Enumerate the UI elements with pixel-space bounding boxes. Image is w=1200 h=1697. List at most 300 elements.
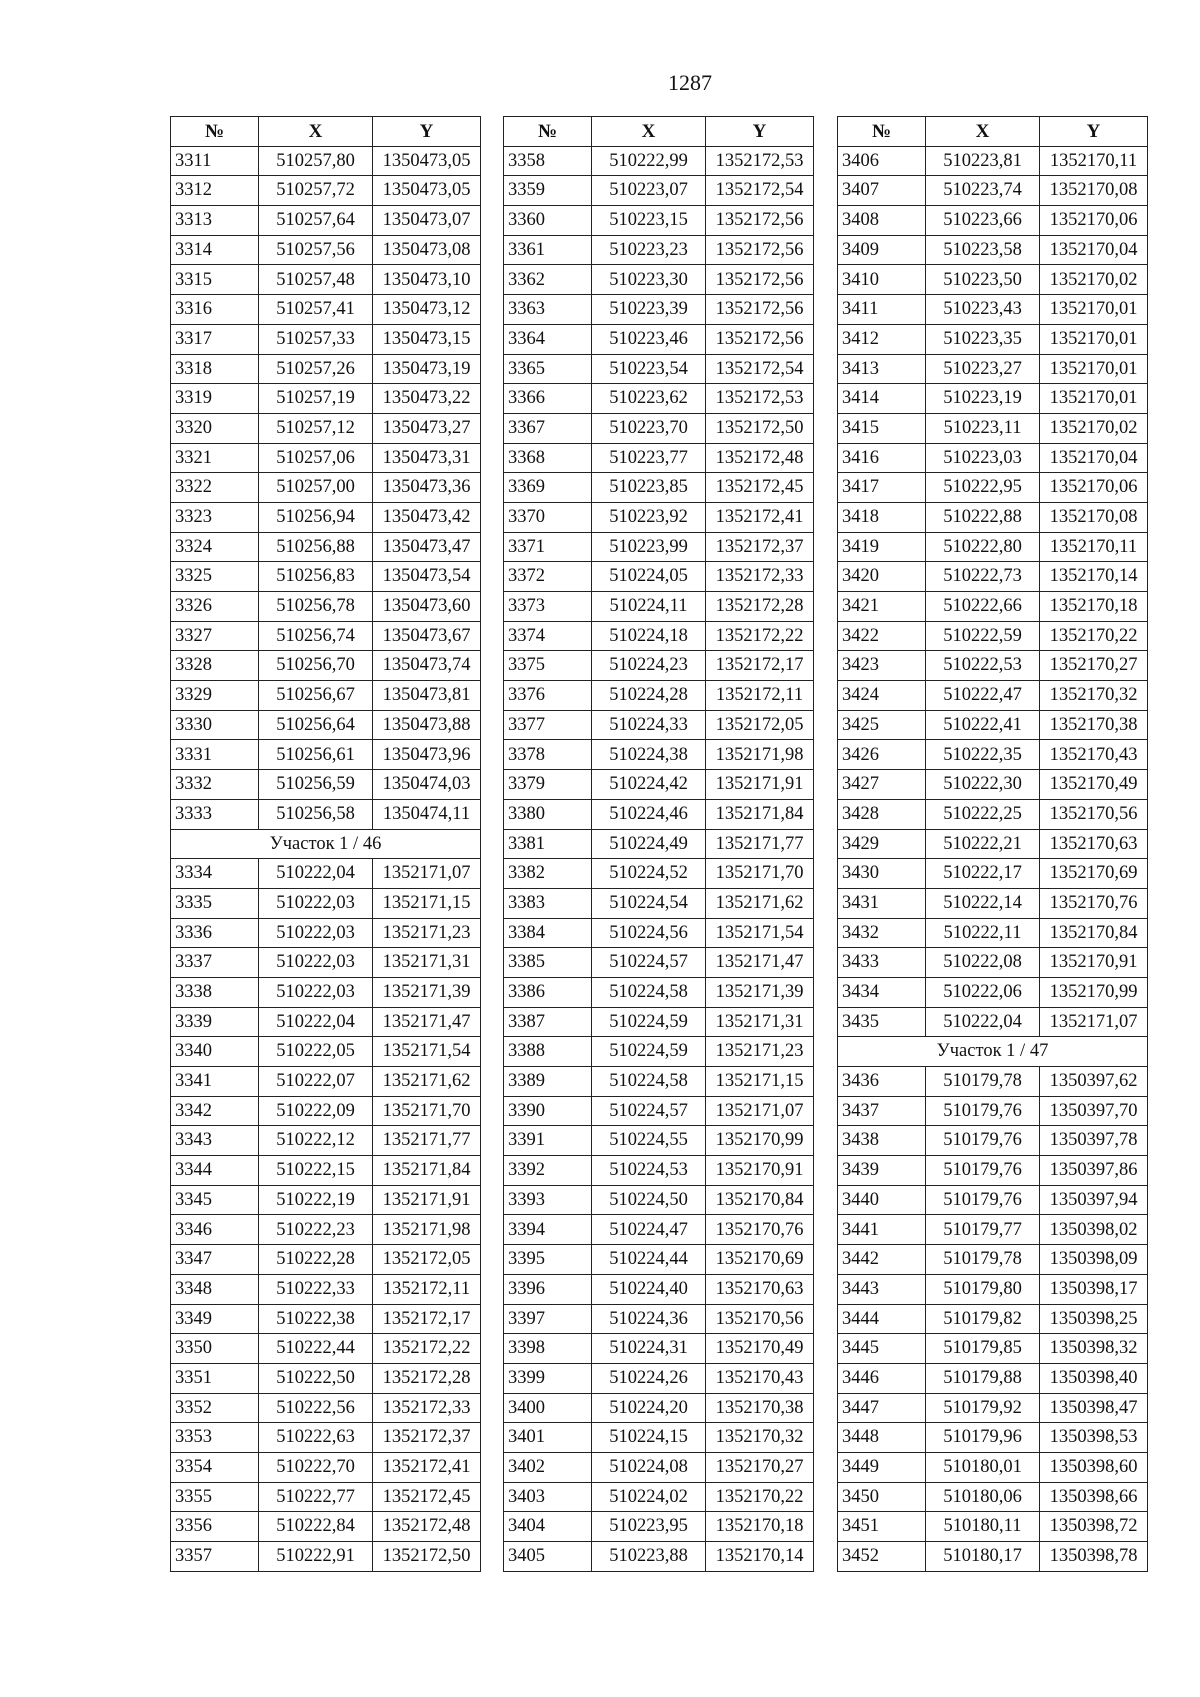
header-num: № bbox=[838, 117, 926, 147]
y-coordinate-cell: 1352172,11 bbox=[373, 1274, 481, 1304]
point-number-cell: 3402 bbox=[504, 1452, 592, 1482]
point-number-cell: 3379 bbox=[504, 770, 592, 800]
y-coordinate-cell: 1352172,28 bbox=[373, 1363, 481, 1393]
x-coordinate-cell: 510256,88 bbox=[259, 532, 373, 562]
table-body bbox=[838, 146, 1148, 1571]
table-row bbox=[838, 473, 1148, 503]
table-row bbox=[504, 888, 814, 918]
point-number-cell: 3422 bbox=[838, 621, 926, 651]
point-number-cell: 3332 bbox=[171, 770, 259, 800]
y-coordinate-cell: 1352171,77 bbox=[706, 829, 814, 859]
x-coordinate-cell: 510223,77 bbox=[592, 443, 706, 473]
table-row bbox=[504, 1482, 814, 1512]
table-row bbox=[171, 1423, 481, 1453]
table-row bbox=[504, 1185, 814, 1215]
y-coordinate-cell: 1352171,54 bbox=[706, 918, 814, 948]
point-number-cell: 3320 bbox=[171, 413, 259, 443]
x-coordinate-cell: 510223,11 bbox=[926, 413, 1040, 443]
point-number-cell: 3399 bbox=[504, 1363, 592, 1393]
point-number-cell: 3387 bbox=[504, 1007, 592, 1037]
x-coordinate-cell: 510223,15 bbox=[592, 206, 706, 236]
x-coordinate-cell: 510256,94 bbox=[259, 502, 373, 532]
point-number-cell: 3322 bbox=[171, 473, 259, 503]
y-coordinate-cell: 1352170,27 bbox=[706, 1452, 814, 1482]
x-coordinate-cell: 510222,77 bbox=[259, 1482, 373, 1512]
y-coordinate-cell: 1350473,74 bbox=[373, 651, 481, 681]
x-coordinate-cell: 510179,78 bbox=[926, 1245, 1040, 1275]
point-number-cell: 3312 bbox=[171, 176, 259, 206]
table-row bbox=[171, 1452, 481, 1482]
x-coordinate-cell: 510223,99 bbox=[592, 532, 706, 562]
point-number-cell: 3440 bbox=[838, 1185, 926, 1215]
point-number-cell: 3405 bbox=[504, 1542, 592, 1572]
x-coordinate-cell: 510224,23 bbox=[592, 651, 706, 681]
y-coordinate-cell: 1350473,19 bbox=[373, 354, 481, 384]
y-coordinate-cell: 1352171,07 bbox=[1040, 1007, 1148, 1037]
y-coordinate-cell: 1352170,04 bbox=[1040, 235, 1148, 265]
table-row bbox=[171, 384, 481, 414]
point-number-cell: 3382 bbox=[504, 859, 592, 889]
table-row bbox=[838, 740, 1148, 770]
point-number-cell: 3311 bbox=[171, 146, 259, 176]
point-number-cell: 3397 bbox=[504, 1304, 592, 1334]
table-row bbox=[504, 1363, 814, 1393]
table-row bbox=[838, 1393, 1148, 1423]
x-coordinate-cell: 510179,96 bbox=[926, 1423, 1040, 1453]
table-row bbox=[838, 413, 1148, 443]
point-number-cell: 3346 bbox=[171, 1215, 259, 1245]
x-coordinate-cell: 510223,30 bbox=[592, 265, 706, 295]
x-coordinate-cell: 510222,11 bbox=[926, 918, 1040, 948]
x-coordinate-cell: 510256,67 bbox=[259, 681, 373, 711]
table-row bbox=[504, 562, 814, 592]
y-coordinate-cell: 1352172,56 bbox=[706, 206, 814, 236]
table-row bbox=[504, 384, 814, 414]
y-coordinate-cell: 1352172,33 bbox=[706, 562, 814, 592]
y-coordinate-cell: 1352172,54 bbox=[706, 354, 814, 384]
point-number-cell: 3389 bbox=[504, 1067, 592, 1097]
point-number-cell: 3409 bbox=[838, 235, 926, 265]
table-row bbox=[171, 1067, 481, 1097]
y-coordinate-cell: 1350473,10 bbox=[373, 265, 481, 295]
table-row bbox=[504, 977, 814, 1007]
y-coordinate-cell: 1350473,42 bbox=[373, 502, 481, 532]
point-number-cell: 3439 bbox=[838, 1156, 926, 1186]
table-row bbox=[504, 1334, 814, 1364]
x-coordinate-cell: 510222,21 bbox=[926, 829, 1040, 859]
point-number-cell: 3336 bbox=[171, 918, 259, 948]
x-coordinate-cell: 510223,88 bbox=[592, 1542, 706, 1572]
point-number-cell: 3388 bbox=[504, 1037, 592, 1067]
point-number-cell: 3351 bbox=[171, 1363, 259, 1393]
x-coordinate-cell: 510224,57 bbox=[592, 1096, 706, 1126]
page-number: 1287 bbox=[668, 70, 712, 95]
y-coordinate-cell: 1350473,22 bbox=[373, 384, 481, 414]
x-coordinate-cell: 510222,12 bbox=[259, 1126, 373, 1156]
y-coordinate-cell: 1352171,62 bbox=[373, 1067, 481, 1097]
point-number-cell: 3325 bbox=[171, 562, 259, 592]
x-coordinate-cell: 510257,72 bbox=[259, 176, 373, 206]
table-row bbox=[171, 888, 481, 918]
table-row bbox=[838, 1304, 1148, 1334]
y-coordinate-cell: 1352171,98 bbox=[706, 740, 814, 770]
point-number-cell: 3344 bbox=[171, 1156, 259, 1186]
y-coordinate-cell: 1352171,54 bbox=[373, 1037, 481, 1067]
x-coordinate-cell: 510179,76 bbox=[926, 1126, 1040, 1156]
x-coordinate-cell: 510222,17 bbox=[926, 859, 1040, 889]
table-row bbox=[171, 1156, 481, 1186]
table-row bbox=[838, 829, 1148, 859]
point-number-cell: 3395 bbox=[504, 1245, 592, 1275]
y-coordinate-cell: 1352170,22 bbox=[706, 1482, 814, 1512]
table-row bbox=[504, 443, 814, 473]
y-coordinate-cell: 1352172,48 bbox=[706, 443, 814, 473]
point-number-cell: 3377 bbox=[504, 710, 592, 740]
table-row bbox=[838, 1215, 1148, 1245]
y-coordinate-cell: 1352170,56 bbox=[1040, 799, 1148, 829]
point-number-cell: 3407 bbox=[838, 176, 926, 206]
y-coordinate-cell: 1352170,18 bbox=[1040, 592, 1148, 622]
y-coordinate-cell: 1352170,06 bbox=[1040, 473, 1148, 503]
y-coordinate-cell: 1350473,47 bbox=[373, 532, 481, 562]
y-coordinate-cell: 1352170,01 bbox=[1040, 354, 1148, 384]
point-number-cell: 3314 bbox=[171, 235, 259, 265]
table-row bbox=[171, 1215, 481, 1245]
x-coordinate-cell: 510223,54 bbox=[592, 354, 706, 384]
point-number-cell: 3347 bbox=[171, 1245, 259, 1275]
point-number-cell: 3376 bbox=[504, 681, 592, 711]
point-number-cell: 3429 bbox=[838, 829, 926, 859]
table-row bbox=[171, 295, 481, 325]
table-row bbox=[504, 1156, 814, 1186]
table-row bbox=[504, 1096, 814, 1126]
table-row bbox=[171, 770, 481, 800]
y-coordinate-cell: 1352171,70 bbox=[706, 859, 814, 889]
point-number-cell: 3338 bbox=[171, 977, 259, 1007]
table-row bbox=[171, 532, 481, 562]
x-coordinate-cell: 510222,30 bbox=[926, 770, 1040, 800]
point-number-cell: 3401 bbox=[504, 1423, 592, 1453]
point-number-cell: 3350 bbox=[171, 1334, 259, 1364]
point-number-cell: 3421 bbox=[838, 592, 926, 622]
x-coordinate-cell: 510224,33 bbox=[592, 710, 706, 740]
table-header-row bbox=[504, 117, 814, 147]
x-coordinate-cell: 510256,70 bbox=[259, 651, 373, 681]
table-row bbox=[504, 265, 814, 295]
table-row bbox=[171, 1007, 481, 1037]
y-coordinate-cell: 1352170,91 bbox=[1040, 948, 1148, 978]
x-coordinate-cell: 510224,26 bbox=[592, 1363, 706, 1393]
x-coordinate-cell: 510224,44 bbox=[592, 1245, 706, 1275]
table-row bbox=[504, 651, 814, 681]
x-coordinate-cell: 510222,80 bbox=[926, 532, 1040, 562]
x-coordinate-cell: 510222,99 bbox=[592, 146, 706, 176]
table-row bbox=[504, 1126, 814, 1156]
point-number-cell: 3414 bbox=[838, 384, 926, 414]
point-number-cell: 3430 bbox=[838, 859, 926, 889]
x-coordinate-cell: 510179,80 bbox=[926, 1274, 1040, 1304]
table-row bbox=[504, 1304, 814, 1334]
x-coordinate-cell: 510224,36 bbox=[592, 1304, 706, 1334]
table-row bbox=[838, 977, 1148, 1007]
point-number-cell: 3404 bbox=[504, 1512, 592, 1542]
x-coordinate-cell: 510223,74 bbox=[926, 176, 1040, 206]
table-row bbox=[171, 621, 481, 651]
y-coordinate-cell: 1350473,54 bbox=[373, 562, 481, 592]
table-row bbox=[838, 176, 1148, 206]
table-row bbox=[838, 1512, 1148, 1542]
x-coordinate-cell: 510222,03 bbox=[259, 948, 373, 978]
point-number-cell: 3418 bbox=[838, 502, 926, 532]
point-number-cell: 3391 bbox=[504, 1126, 592, 1156]
y-coordinate-cell: 1352172,17 bbox=[373, 1304, 481, 1334]
table-row bbox=[838, 1274, 1148, 1304]
x-coordinate-cell: 510257,26 bbox=[259, 354, 373, 384]
table-row bbox=[838, 770, 1148, 800]
point-number-cell: 3432 bbox=[838, 918, 926, 948]
y-coordinate-cell: 1352170,01 bbox=[1040, 324, 1148, 354]
table-row bbox=[171, 443, 481, 473]
x-coordinate-cell: 510224,57 bbox=[592, 948, 706, 978]
point-number-cell: 3323 bbox=[171, 502, 259, 532]
table-row bbox=[171, 1245, 481, 1275]
x-coordinate-cell: 510179,88 bbox=[926, 1363, 1040, 1393]
table-row bbox=[838, 443, 1148, 473]
table-row bbox=[504, 502, 814, 532]
point-number-cell: 3444 bbox=[838, 1304, 926, 1334]
y-coordinate-cell: 1352171,84 bbox=[373, 1156, 481, 1186]
y-coordinate-cell: 1350473,12 bbox=[373, 295, 481, 325]
y-coordinate-cell: 1352172,28 bbox=[706, 592, 814, 622]
point-number-cell: 3441 bbox=[838, 1215, 926, 1245]
table-row bbox=[171, 235, 481, 265]
table-row bbox=[171, 1393, 481, 1423]
x-coordinate-cell: 510222,88 bbox=[926, 502, 1040, 532]
table-row bbox=[838, 1542, 1148, 1572]
table-row bbox=[838, 710, 1148, 740]
x-coordinate-cell: 510224,15 bbox=[592, 1423, 706, 1453]
x-coordinate-cell: 510223,27 bbox=[926, 354, 1040, 384]
point-number-cell: 3334 bbox=[171, 859, 259, 889]
table-row bbox=[838, 621, 1148, 651]
point-number-cell: 3385 bbox=[504, 948, 592, 978]
point-number-cell: 3435 bbox=[838, 1007, 926, 1037]
point-number-cell: 3426 bbox=[838, 740, 926, 770]
x-coordinate-cell: 510224,20 bbox=[592, 1393, 706, 1423]
x-coordinate-cell: 510222,59 bbox=[926, 621, 1040, 651]
y-coordinate-cell: 1352172,33 bbox=[373, 1393, 481, 1423]
y-coordinate-cell: 1352172,11 bbox=[706, 681, 814, 711]
x-coordinate-cell: 510222,14 bbox=[926, 888, 1040, 918]
point-number-cell: 3437 bbox=[838, 1096, 926, 1126]
table-row bbox=[171, 918, 481, 948]
y-coordinate-cell: 1350397,62 bbox=[1040, 1067, 1148, 1097]
x-coordinate-cell: 510257,00 bbox=[259, 473, 373, 503]
table-row bbox=[838, 948, 1148, 978]
y-coordinate-cell: 1352171,47 bbox=[706, 948, 814, 978]
header-y: Y bbox=[1040, 117, 1148, 147]
point-number-cell: 3319 bbox=[171, 384, 259, 414]
y-coordinate-cell: 1350398,40 bbox=[1040, 1363, 1148, 1393]
point-number-cell: 3436 bbox=[838, 1067, 926, 1097]
header-y: Y bbox=[706, 117, 814, 147]
point-number-cell: 3367 bbox=[504, 413, 592, 443]
y-coordinate-cell: 1352171,23 bbox=[706, 1037, 814, 1067]
x-coordinate-cell: 510222,66 bbox=[926, 592, 1040, 622]
x-coordinate-cell: 510180,17 bbox=[926, 1542, 1040, 1572]
x-coordinate-cell: 510222,08 bbox=[926, 948, 1040, 978]
y-coordinate-cell: 1350397,70 bbox=[1040, 1096, 1148, 1126]
x-coordinate-cell: 510223,03 bbox=[926, 443, 1040, 473]
y-coordinate-cell: 1352172,56 bbox=[706, 265, 814, 295]
y-coordinate-cell: 1352170,32 bbox=[1040, 681, 1148, 711]
x-coordinate-cell: 510179,92 bbox=[926, 1393, 1040, 1423]
section-heading: Участок 1 / 46 bbox=[171, 829, 481, 859]
table-row bbox=[171, 265, 481, 295]
point-number-cell: 3342 bbox=[171, 1096, 259, 1126]
point-number-cell: 3364 bbox=[504, 324, 592, 354]
table-row bbox=[838, 888, 1148, 918]
y-coordinate-cell: 1352170,84 bbox=[706, 1185, 814, 1215]
table-row bbox=[171, 651, 481, 681]
x-coordinate-cell: 510224,50 bbox=[592, 1185, 706, 1215]
table-row bbox=[838, 592, 1148, 622]
point-number-cell: 3417 bbox=[838, 473, 926, 503]
point-number-cell: 3330 bbox=[171, 710, 259, 740]
table-row bbox=[838, 1452, 1148, 1482]
table-row bbox=[171, 1482, 481, 1512]
table-row bbox=[171, 473, 481, 503]
table-row bbox=[504, 413, 814, 443]
table-row bbox=[171, 681, 481, 711]
point-number-cell: 3390 bbox=[504, 1096, 592, 1126]
x-coordinate-cell: 510222,41 bbox=[926, 710, 1040, 740]
table-header-row bbox=[171, 117, 481, 147]
point-number-cell: 3384 bbox=[504, 918, 592, 948]
y-coordinate-cell: 1352170,08 bbox=[1040, 176, 1148, 206]
y-coordinate-cell: 1352172,48 bbox=[373, 1512, 481, 1542]
y-coordinate-cell: 1350473,81 bbox=[373, 681, 481, 711]
y-coordinate-cell: 1352172,05 bbox=[706, 710, 814, 740]
y-coordinate-cell: 1352170,76 bbox=[1040, 888, 1148, 918]
x-coordinate-cell: 510256,74 bbox=[259, 621, 373, 651]
point-number-cell: 3445 bbox=[838, 1334, 926, 1364]
y-coordinate-cell: 1352171,15 bbox=[706, 1067, 814, 1097]
table-row bbox=[171, 206, 481, 236]
y-coordinate-cell: 1350473,31 bbox=[373, 443, 481, 473]
x-coordinate-cell: 510223,39 bbox=[592, 295, 706, 325]
y-coordinate-cell: 1350473,96 bbox=[373, 740, 481, 770]
x-coordinate-cell: 510222,07 bbox=[259, 1067, 373, 1097]
x-coordinate-cell: 510224,05 bbox=[592, 562, 706, 592]
x-coordinate-cell: 510180,11 bbox=[926, 1512, 1040, 1542]
table-row bbox=[504, 176, 814, 206]
x-coordinate-cell: 510223,43 bbox=[926, 295, 1040, 325]
table-row bbox=[838, 1067, 1148, 1097]
x-coordinate-cell: 510224,31 bbox=[592, 1334, 706, 1364]
table-row bbox=[838, 681, 1148, 711]
point-number-cell: 3352 bbox=[171, 1393, 259, 1423]
point-number-cell: 3348 bbox=[171, 1274, 259, 1304]
table-row bbox=[838, 859, 1148, 889]
y-coordinate-cell: 1352172,22 bbox=[373, 1334, 481, 1364]
table-row bbox=[171, 562, 481, 592]
point-number-cell: 3447 bbox=[838, 1393, 926, 1423]
y-coordinate-cell: 1352170,63 bbox=[1040, 829, 1148, 859]
x-coordinate-cell: 510222,33 bbox=[259, 1274, 373, 1304]
y-coordinate-cell: 1352172,37 bbox=[373, 1423, 481, 1453]
point-number-cell: 3420 bbox=[838, 562, 926, 592]
x-coordinate-cell: 510179,78 bbox=[926, 1067, 1040, 1097]
table-row bbox=[504, 1452, 814, 1482]
y-coordinate-cell: 1352170,43 bbox=[706, 1363, 814, 1393]
x-coordinate-cell: 510223,81 bbox=[926, 146, 1040, 176]
table-row bbox=[171, 1304, 481, 1334]
y-coordinate-cell: 1352171,47 bbox=[373, 1007, 481, 1037]
point-number-cell: 3360 bbox=[504, 206, 592, 236]
y-coordinate-cell: 1352170,91 bbox=[706, 1156, 814, 1186]
y-coordinate-cell: 1352170,32 bbox=[706, 1423, 814, 1453]
table-row bbox=[171, 740, 481, 770]
y-coordinate-cell: 1352170,38 bbox=[1040, 710, 1148, 740]
y-coordinate-cell: 1352171,23 bbox=[373, 918, 481, 948]
y-coordinate-cell: 1352172,17 bbox=[706, 651, 814, 681]
point-number-cell: 3329 bbox=[171, 681, 259, 711]
point-number-cell: 3328 bbox=[171, 651, 259, 681]
x-coordinate-cell: 510222,04 bbox=[926, 1007, 1040, 1037]
point-number-cell: 3433 bbox=[838, 948, 926, 978]
x-coordinate-cell: 510179,76 bbox=[926, 1096, 1040, 1126]
point-number-cell: 3431 bbox=[838, 888, 926, 918]
y-coordinate-cell: 1350473,08 bbox=[373, 235, 481, 265]
x-coordinate-cell: 510256,78 bbox=[259, 592, 373, 622]
table-row bbox=[504, 681, 814, 711]
x-coordinate-cell: 510222,63 bbox=[259, 1423, 373, 1453]
y-coordinate-cell: 1352171,39 bbox=[706, 977, 814, 1007]
table-header-row bbox=[838, 117, 1148, 147]
y-coordinate-cell: 1352172,41 bbox=[373, 1452, 481, 1482]
x-coordinate-cell: 510224,54 bbox=[592, 888, 706, 918]
y-coordinate-cell: 1352172,53 bbox=[706, 384, 814, 414]
x-coordinate-cell: 510222,35 bbox=[926, 740, 1040, 770]
point-number-cell: 3369 bbox=[504, 473, 592, 503]
point-number-cell: 3419 bbox=[838, 532, 926, 562]
y-coordinate-cell: 1352170,63 bbox=[706, 1274, 814, 1304]
x-coordinate-cell: 510224,49 bbox=[592, 829, 706, 859]
point-number-cell: 3359 bbox=[504, 176, 592, 206]
y-coordinate-cell: 1352170,06 bbox=[1040, 206, 1148, 236]
point-number-cell: 3366 bbox=[504, 384, 592, 414]
y-coordinate-cell: 1352171,98 bbox=[373, 1215, 481, 1245]
y-coordinate-cell: 1350397,94 bbox=[1040, 1185, 1148, 1215]
y-coordinate-cell: 1352170,84 bbox=[1040, 918, 1148, 948]
y-coordinate-cell: 1352171,15 bbox=[373, 888, 481, 918]
x-coordinate-cell: 510222,25 bbox=[926, 799, 1040, 829]
x-coordinate-cell: 510224,18 bbox=[592, 621, 706, 651]
y-coordinate-cell: 1350473,15 bbox=[373, 324, 481, 354]
y-coordinate-cell: 1352172,41 bbox=[706, 502, 814, 532]
table-row bbox=[838, 235, 1148, 265]
table-row bbox=[504, 710, 814, 740]
y-coordinate-cell: 1350398,09 bbox=[1040, 1245, 1148, 1275]
table-row bbox=[504, 295, 814, 325]
table-row bbox=[171, 1512, 481, 1542]
table-row bbox=[838, 1126, 1148, 1156]
x-coordinate-cell: 510257,41 bbox=[259, 295, 373, 325]
point-number-cell: 3448 bbox=[838, 1423, 926, 1453]
y-coordinate-cell: 1350398,25 bbox=[1040, 1304, 1148, 1334]
x-coordinate-cell: 510180,06 bbox=[926, 1482, 1040, 1512]
